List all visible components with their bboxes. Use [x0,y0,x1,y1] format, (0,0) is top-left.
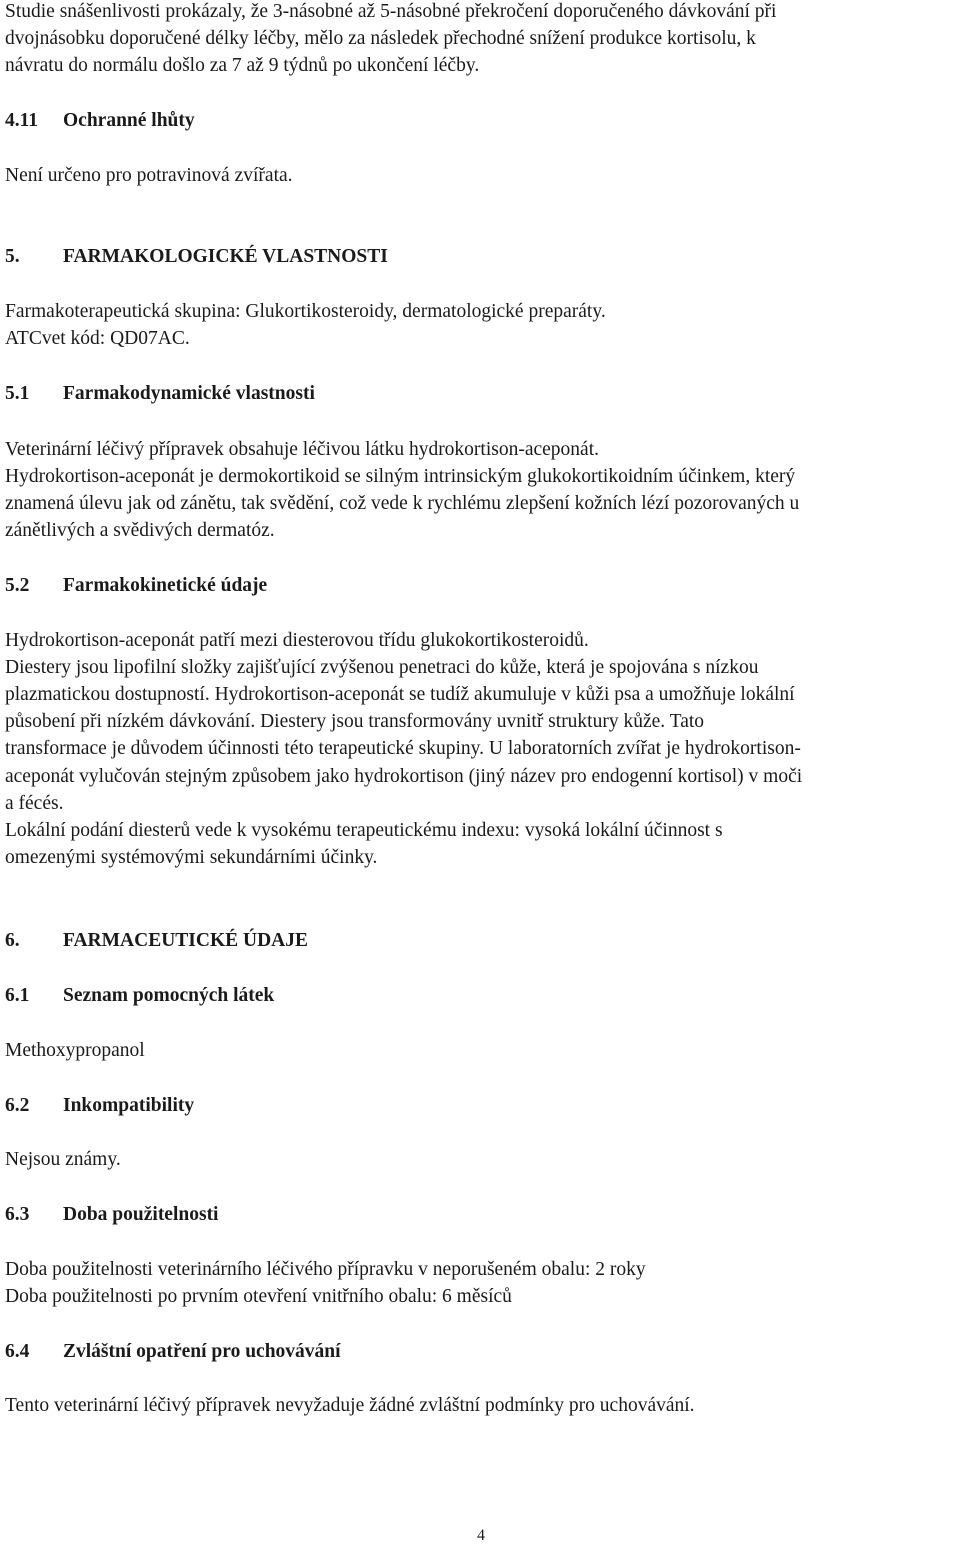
section-5-2-line-5: transformace je důvodem účinnosti této terapeutické skupiny. U laboratorních zvířat je hydrokortison- [5,738,801,759]
section-6-3-line-1: Doba použitelnosti veterinárního léčivého přípravku v neporušeném obalu: 2 roky [5,1259,646,1280]
intro-line-3: návratu do normálu došlo za 7 až 9 týdnů po ukončení léčby. [5,55,480,76]
section-6-1-heading [5,982,274,1009]
section-6-1-title: Seznam pomocných látek [63,985,275,1006]
section-5-1-heading [5,380,315,407]
section-5-2-number: 5.2 [5,575,30,596]
section-4-11-heading [5,107,195,134]
section-6-2-number: 6.2 [5,1095,30,1116]
section-6-2-heading [5,1092,194,1119]
section-5-2-heading [5,572,267,599]
page-number: 4 [477,1527,485,1544]
section-5-line-2: ATCvet kód: QD07AC. [5,328,190,349]
section-6-4-heading [5,1338,341,1365]
section-5-2-line-9: omezenými systémovými sekundárními účinky. [5,847,378,868]
section-6-2-text: Nejsou známy. [5,1149,121,1170]
section-6-4-title: Zvláštní opatření pro uchovávání [63,1341,341,1362]
section-5-1-line-1: Veterinární léčivý přípravek obsahuje léčivou látku hydrokortison-aceponát. [5,439,600,460]
section-6-heading [5,927,308,954]
section-5-line-1: Farmakoterapeutická skupina: Glukortikosteroidy, dermatologické preparáty. [5,301,606,322]
section-5-2-line-4: působení při nízkém dávkování. Diestery jsou transformovány uvnitř struktury kůže. Tato [5,711,705,732]
section-5-2-line-3: plazmatickou dostupností. Hydrokortison-aceponát se tudíž akumuluje v kůži psa a umožňuje lokální [5,684,795,705]
section-4-11-title: Ochranné lhůty [63,110,195,131]
section-6-1-text: Methoxypropanol [5,1040,145,1061]
section-5-1-line-2: Hydrokortison-aceponát je dermokortikoid se silným intrinsickým glukokortikoidním účinkem, který [5,466,796,487]
intro-line-2: dvojnásobku doporučené délky léčby, mělo za následek přechodné snížení produkce kortisolu, k [5,28,756,49]
section-6-2-title: Inkompatibility [63,1095,195,1116]
section-5-2-line-8: Lokální podání diesterů vede k vysokému terapeutickému indexu: vysoká lokální účinnost s [5,820,723,841]
section-5-2-title: Farmakokinetické údaje [63,575,268,596]
section-5-2-line-1: Hydrokortison-aceponát patří mezi diesterovou třídu glukokortikosteroidů. [5,630,589,651]
section-6-3-title: Doba použitelnosti [63,1204,219,1225]
section-5-1-title: Farmakodynamické vlastnosti [63,383,315,404]
section-6-3-heading [5,1201,218,1228]
section-4-11-text: Není určeno pro potravinová zvířata. [5,165,293,186]
intro-line-1: Studie snášenlivosti prokázaly, že 3-násobné až 5-násobné překročení doporučeného dávkování při [5,1,777,22]
section-5-1-line-4: zánětlivých a svědivých dermatóz. [5,520,275,541]
section-5-2-line-6: aceponát vylučován stejným způsobem jako hydrokortison (jiný název pro endogenní kortisol) v moči [5,766,803,787]
section-6-4-number: 6.4 [5,1341,30,1362]
section-5-title: FARMAKOLOGICKÉ VLASTNOSTI [63,246,388,267]
section-5-2-line-7: a fécés. [5,793,64,814]
section-4-11-number: 4.11 [5,110,39,131]
section-5-1-line-3: znamená úlevu jak od zánětu, tak svědění, což vede k rychlému zlepšení kožních lézí pozorovaných u [5,493,800,514]
section-5-2-line-2: Diestery jsou lipofilní složky zajišťující zvýšenou penetraci do kůže, která je spojována s nízkou [5,657,759,678]
section-6-3-line-2: Doba použitelnosti po prvním otevření vnitřního obalu: 6 měsíců [5,1286,512,1307]
section-5-1-number: 5.1 [5,383,30,404]
section-5-number: 5. [5,246,20,267]
section-6-title: FARMACEUTICKÉ ÚDAJE [63,930,309,951]
section-6-3-number: 6.3 [5,1204,30,1225]
section-6-4-text: Tento veterinární léčivý přípravek nevyžaduje žádné zvláštní podmínky pro uchovávání. [5,1395,695,1416]
section-6-1-number: 6.1 [5,985,30,1006]
section-6-number: 6. [5,930,20,951]
section-5-heading [5,243,388,270]
